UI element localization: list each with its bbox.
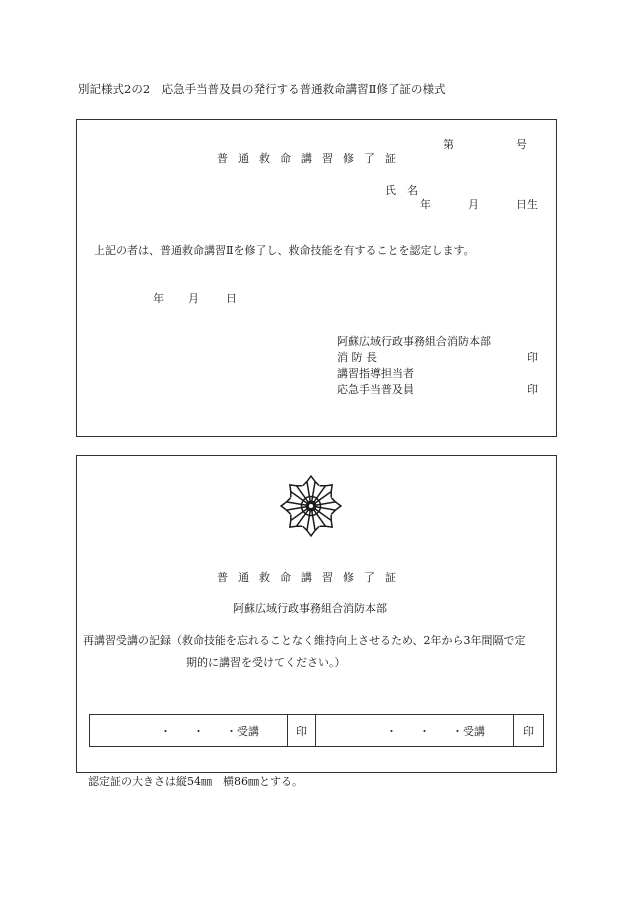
issue-day-label: 日	[226, 292, 237, 305]
seal-mark: 印	[296, 724, 307, 738]
re-training-note-line2: 期的に講習を受けてください。）	[186, 656, 346, 669]
record-seal-cell	[288, 715, 316, 746]
birth-year-label: 年	[420, 198, 431, 211]
seal-mark: 印	[527, 383, 538, 396]
fire-department-emblem-icon	[277, 472, 345, 540]
name-label: 氏 名	[385, 184, 418, 197]
issue-month-label: 月	[188, 292, 199, 305]
record-date-cell[interactable]	[316, 715, 514, 746]
size-note: 認定証の大きさは縦54㎜ 横86㎜とする。	[88, 775, 303, 788]
number-prefix: 第	[443, 138, 454, 151]
instructor-label: 講習指導担当者	[337, 367, 414, 380]
record-date-text: ・ ・ ・受講	[386, 724, 485, 738]
record-date-text: ・ ・ ・受講	[160, 724, 259, 738]
record-seal-cell	[514, 715, 543, 746]
promoter-label: 応急手当普及員	[337, 383, 414, 396]
issuer-organization-back: 阿蘇広域行政事務組合消防本部	[233, 602, 387, 615]
certificate-front	[76, 119, 557, 437]
seal-mark: 印	[523, 724, 534, 738]
birth-month-label: 月	[468, 198, 479, 211]
birth-day-label: 日生	[516, 198, 538, 211]
chief-label: 消 防 長	[337, 351, 377, 364]
re-training-record-table	[89, 714, 544, 747]
issuer-organization: 阿蘇広域行政事務組合消防本部	[337, 335, 491, 348]
issue-year-label: 年	[153, 292, 164, 305]
seal-mark: 印	[527, 351, 538, 364]
record-date-cell[interactable]	[90, 715, 288, 746]
certification-statement: 上記の者は、普通救命講習Ⅱを修了し、救命技能を有することを認定します。	[94, 244, 475, 257]
number-suffix: 号	[516, 138, 527, 151]
document-title: 別記様式2の2 応急手当普及員の発行する普通救命講習Ⅱ修了証の様式	[78, 82, 446, 96]
certificate-title: 普通救命講習修了証	[217, 152, 406, 165]
re-training-note-line1: 再講習受講の記録（救命技能を忘れることなく維持向上させるため、2年から3年間隔で定	[83, 634, 526, 647]
certificate-title-back: 普通救命講習修了証	[217, 571, 406, 584]
